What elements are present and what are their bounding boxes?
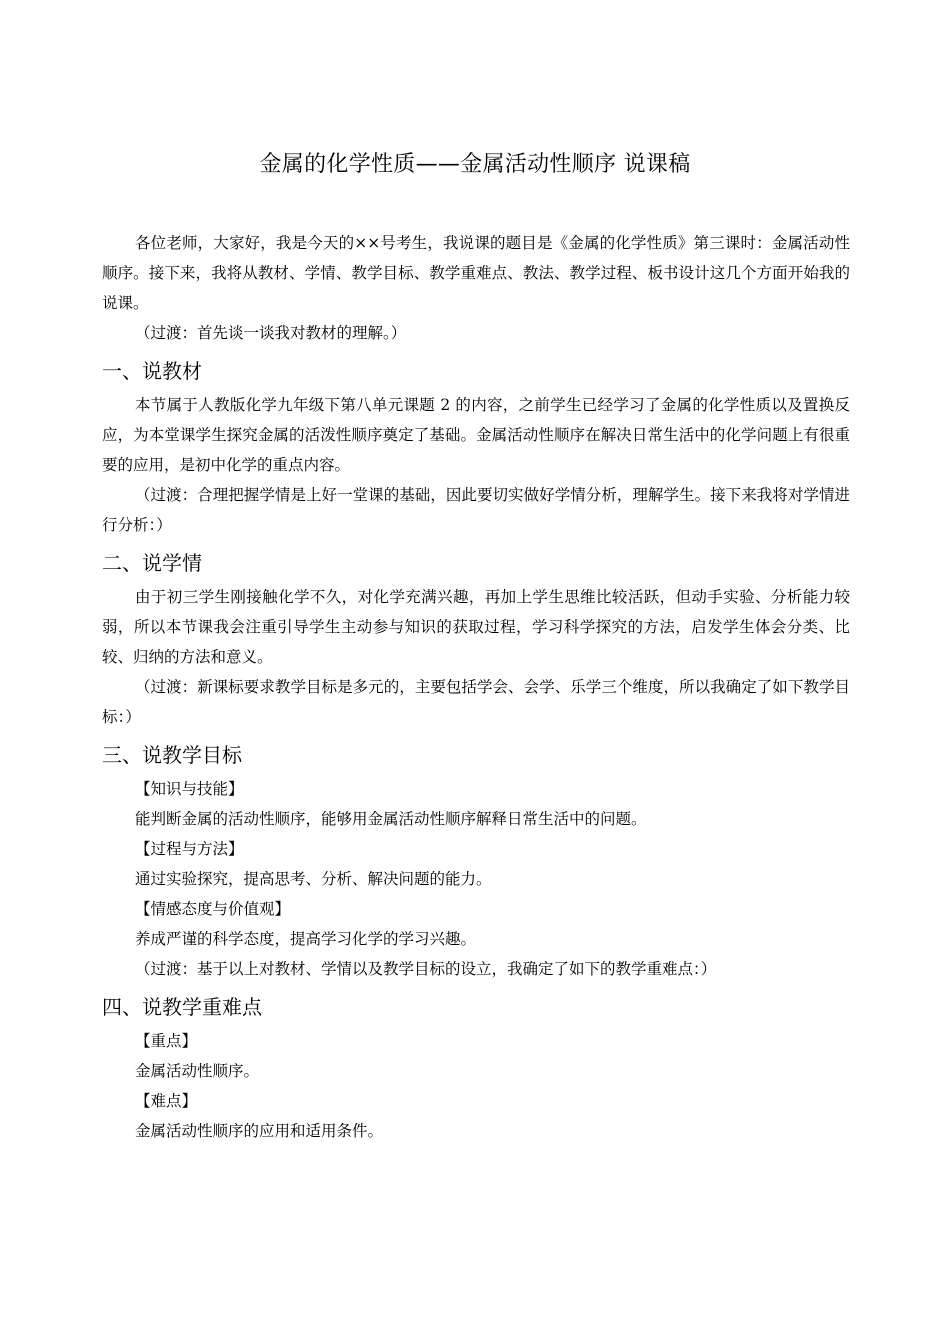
section-heading-objectives: 三、说教学目标	[102, 743, 242, 767]
textbook-paragraph: 本节属于人教版化学九年级下第八单元课题 2 的内容，之前学生已经学习了金属的化学性质以及置换反应，为本堂课学生探究金属的活泼性顺序奠定了基础。金属活动性顺序在解决日常生活中的化学问题上有很重要的应用，是初中化学的重点内容。	[102, 396, 850, 474]
difficulty-label: 【难点】	[135, 1092, 198, 1110]
students-paragraph: 由于初三学生刚接触化学不久，对化学充满兴趣，再加上学生思维比较活跃，但动手实验、分析能力较弱，所以本节课我会注重引导学生主动参与知识的获取过程，学习科学探究的方法，启发学生体会分类、比较、归纳的方法和意义。	[102, 588, 850, 666]
key-label: 【重点】	[135, 1032, 198, 1050]
section-heading-students: 二、说学情	[102, 551, 202, 575]
objectives-transition: （过渡：基于以上对教材、学情以及教学目标的设立，我确定了如下的教学重难点：）	[135, 960, 717, 978]
document-title: 金属的化学性质——金属活动性顺序 说课稿	[259, 152, 691, 177]
emotion-text: 养成严谨的科学态度，提高学习化学的学习兴趣。	[135, 930, 477, 948]
emotion-label: 【情感态度与价值观】	[135, 900, 291, 918]
intro-transition: （过渡：首先谈一谈我对教材的理解。）	[135, 324, 407, 342]
process-label: 【过程与方法】	[135, 840, 244, 858]
knowledge-label: 【知识与技能】	[135, 780, 244, 798]
textbook-transition: （过渡：合理把握学情是上好一堂课的基础，因此要切实做好学情分析，理解学生。接下来我将对学情进行分析：）	[102, 486, 850, 534]
process-text: 通过实验探究，提高思考、分析、解决问题的能力。	[135, 870, 492, 888]
section-heading-key-points: 四、说教学重难点	[102, 995, 262, 1019]
knowledge-text: 能判断金属的活动性顺序，能够用金属活动性顺序解释日常生活中的问题。	[135, 810, 647, 828]
difficulty-text: 金属活动性顺序的应用和适用条件。	[135, 1122, 384, 1140]
document-body	[102, 228, 850, 1146]
key-text: 金属活动性顺序。	[135, 1062, 260, 1080]
intro-paragraph: 各位老师，大家好，我是今天的××号考生，我说课的题目是《金属的化学性质》第三课时：金属活动性顺序。接下来，我将从教材、学情、教学目标、教学重难点、教法、教学过程、板书设计这几个方面开始我的说课。	[102, 234, 850, 312]
students-transition: （过渡：新课标要求教学目标是多元的，主要包括学会、会学、乐学三个维度，所以我确定了如下教学目标：）	[102, 678, 850, 726]
section-heading-textbook: 一、说教材	[102, 359, 202, 383]
